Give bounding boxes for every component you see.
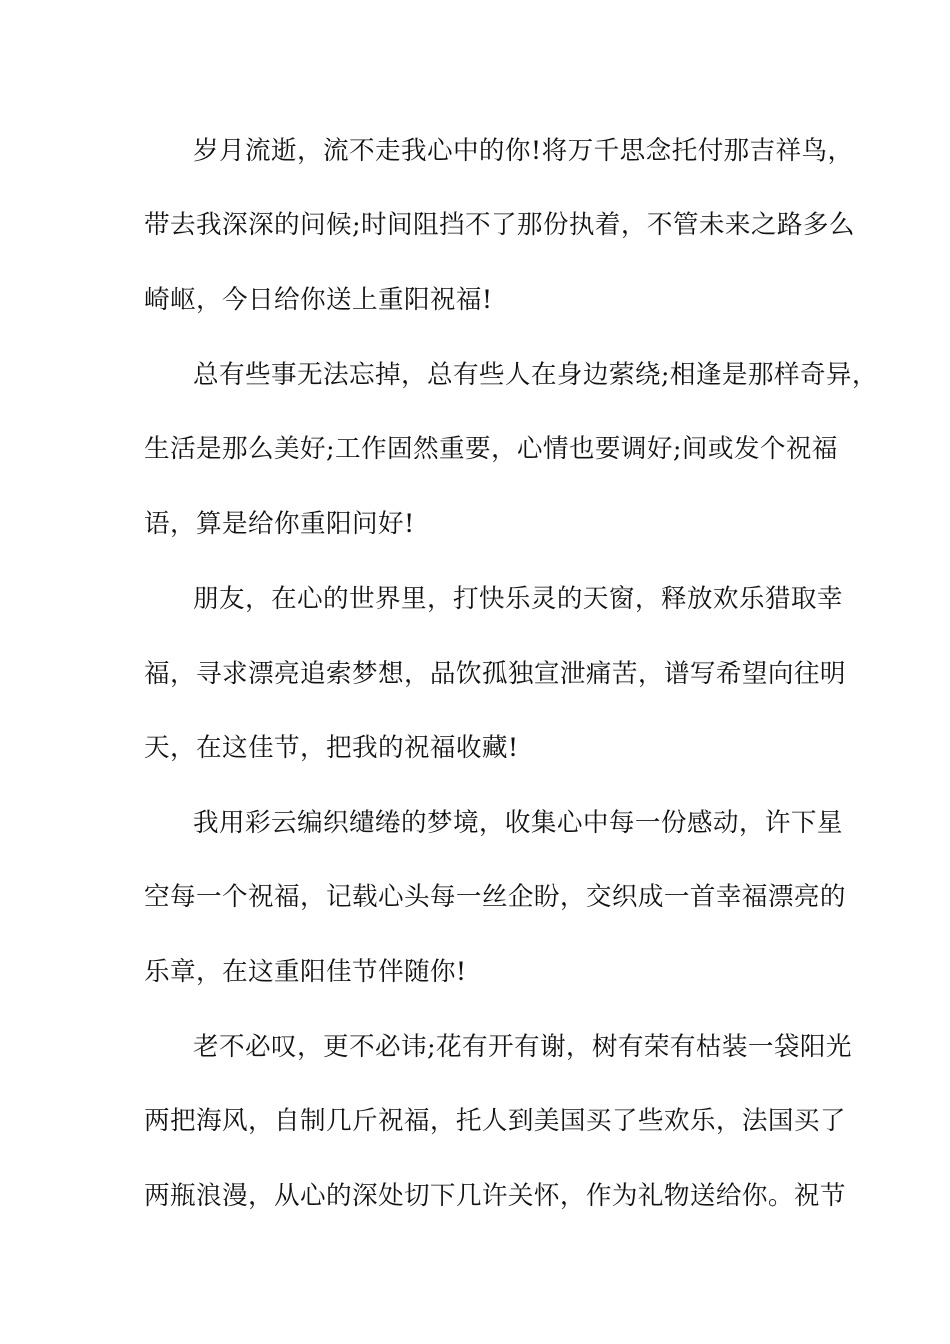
text-line — [0, 803, 950, 843]
text-line — [0, 1101, 950, 1141]
line-text: 两把海风，自制几斤祝福，托人到美国买了些欢乐，法国买了 — [144, 1106, 846, 1136]
line-text: 带去我深深的问候;时间阻挡不了那份执着，不管未来之路多么 — [144, 210, 855, 240]
text-line — [0, 355, 950, 395]
text-line — [0, 280, 950, 320]
text-line — [0, 579, 950, 619]
text-line — [0, 952, 950, 992]
line-text: 朋友，在心的世界里，打快乐灵的天窗，释放欢乐猎取幸 — [193, 584, 843, 614]
text-line — [0, 205, 950, 245]
text-line — [0, 877, 950, 917]
line-text: 两瓶浪漫，从心的深处切下几许关怀，作为礼物送给你。祝节 — [144, 1181, 846, 1211]
line-text: 崎岖，今日给你送上重阳祝福! — [144, 285, 493, 315]
line-text: 乐章，在这重阳佳节伴随你! — [144, 957, 467, 987]
text-line — [0, 504, 950, 544]
line-text: 生活是那么美好;工作固然重要，心情也要调好;间或发个祝福 — [144, 434, 838, 464]
text-line — [0, 728, 950, 768]
text-line — [0, 654, 950, 694]
line-text: 天，在这佳节，把我的祝福收藏! — [144, 733, 519, 763]
line-text: 岁月流逝，流不走我心中的你!将万千思念托付那吉祥鸟， — [193, 136, 854, 166]
line-text: 福，寻求漂亮追索梦想，品饮孤独宣泄痛苦，谱写希望向往明 — [144, 659, 846, 689]
text-line — [0, 429, 950, 469]
text-line — [0, 1027, 950, 1067]
text-line — [0, 1176, 950, 1216]
line-text: 我用彩云编织缱绻的梦境，收集心中每一份感动，许下星 — [193, 808, 843, 838]
line-text: 空每一个祝福，记载心头每一丝企盼，交织成一首幸福漂亮的 — [144, 882, 846, 912]
line-text: 总有些事无法忘掉，总有些人在身边萦绕;相逢是那样奇异， — [193, 360, 878, 390]
line-text: 语，算是给你重阳问好! — [144, 509, 415, 539]
text-line — [0, 131, 950, 171]
line-text: 老不必叹，更不必讳;花有开有谢，树有荣有枯装一袋阳光 — [193, 1032, 852, 1062]
